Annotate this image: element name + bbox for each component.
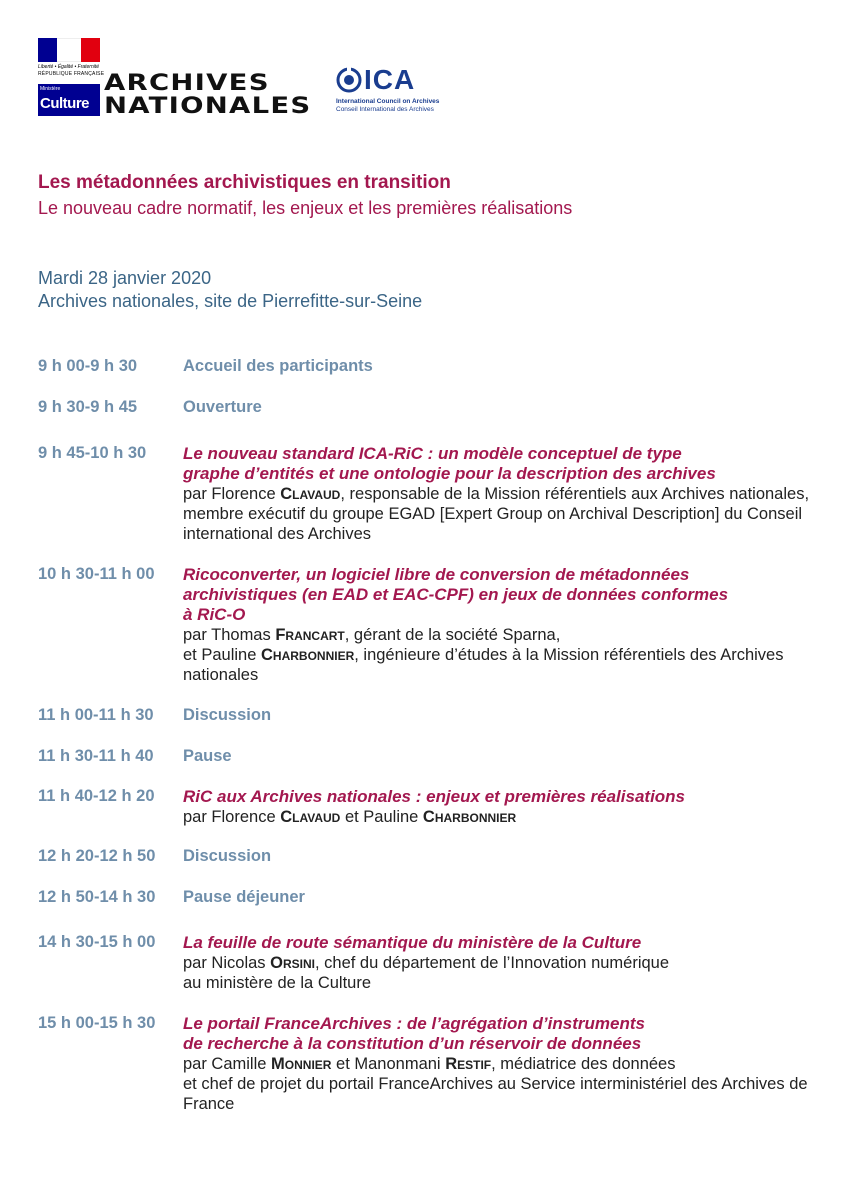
speaker-name: Restif xyxy=(445,1055,492,1073)
logo-bar xyxy=(0,0,846,130)
time-slot: 12 h 20-12 h 50 xyxy=(38,847,156,865)
culture-ministry-logo xyxy=(38,84,100,116)
speaker-name: Orsini xyxy=(270,954,315,972)
time-slot: 11 h 00-11 h 30 xyxy=(38,706,154,724)
archives-nationales-logo xyxy=(104,72,311,118)
speaker-name: Charbonnier xyxy=(260,646,355,664)
time-slot: 9 h 45-10 h 30 xyxy=(38,444,147,462)
speaker-name: Clavaud xyxy=(280,808,341,826)
speaker-info: par Nicolas Orsini, chef du département de l’Innovation numérique au ministère de la Culture xyxy=(183,954,670,992)
french-flag-icon xyxy=(38,38,100,62)
session-label: Pause déjeuner xyxy=(183,888,305,906)
session-label: Discussion xyxy=(183,706,272,724)
ica-globe-icon xyxy=(336,66,362,94)
time-slot: 15 h 00-15 h 30 xyxy=(38,1014,156,1032)
event-venue: Archives nationales, site de Pierrefitte-sur-Seine xyxy=(38,291,423,311)
event-title: Les métadonnées archivistiques en transition xyxy=(38,172,451,193)
speaker-name: Charbonnier xyxy=(422,808,517,826)
time-slot: 12 h 50-14 h 30 xyxy=(38,888,156,906)
session-label: Discussion xyxy=(183,847,272,865)
ica-subtitle-fr: Conseil International des Archives xyxy=(336,106,434,113)
ica-wordmark: ICA xyxy=(364,64,416,95)
session-label: Pause xyxy=(183,747,232,765)
event-date: Mardi 28 janvier 2020 xyxy=(38,268,212,288)
ica-logo xyxy=(336,66,456,122)
talk-title: Le nouveau standard ICA-RiC : un modèle conceptuel de type graphe d’entités et une ontologie pour la description des archives xyxy=(183,444,716,483)
republic-motto: Liberté • Égalité • Fraternité xyxy=(38,64,100,70)
culture-word: Culture xyxy=(40,95,89,112)
time-slot: 11 h 30-11 h 40 xyxy=(38,747,154,765)
speaker-info: par Camille Monnier et Manonmani Restif, médiatrice des données et chef de projet du portail FranceArchives au Service interministériel des Archives de France xyxy=(183,1055,808,1113)
session-label: Accueil des participants xyxy=(183,357,373,375)
republic-label: RÉPUBLIQUE FRANÇAISE xyxy=(38,71,105,77)
talk-title: RiC aux Archives nationales : enjeux et premières réalisations xyxy=(183,787,686,806)
an-logo-line2: NATIONALES xyxy=(104,94,312,119)
time-slot: 11 h 40-12 h 20 xyxy=(38,787,155,805)
time-slot: 14 h 30-15 h 00 xyxy=(38,933,156,951)
speaker-name: Francart xyxy=(275,626,345,644)
time-slot: 10 h 30-11 h 00 xyxy=(38,565,155,583)
an-logo-line1: ARCHIVES xyxy=(104,71,270,96)
speaker-info: par Florence Clavaud, responsable de la Mission référentiels aux Archives nationales, membre exécutif du groupe EGAD [Expert Group on Archival Description] du Conseil international des Archives xyxy=(183,485,810,543)
speaker-name: Clavaud xyxy=(280,485,341,503)
ministry-label: Ministère xyxy=(40,86,61,92)
time-slot: 9 h 00-9 h 30 xyxy=(38,357,138,375)
speaker-info: par Florence Clavaud et Pauline Charbonnier xyxy=(183,808,517,826)
time-slot: 9 h 30-9 h 45 xyxy=(38,398,138,416)
speaker-name: Monnier xyxy=(271,1055,332,1073)
talk-title: La feuille de route sémantique du ministère de la Culture xyxy=(183,933,642,952)
marianne-logo xyxy=(38,38,105,78)
talk-title: Le portail FranceArchives : de l’agrégation d’instruments de recherche à la constitution d’un réservoir de données xyxy=(183,1014,645,1053)
session-label: Ouverture xyxy=(183,398,262,416)
speaker-info: par Thomas Francart, gérant de la société Sparna, et Pauline Charbonnier, ingénieure d’études à la Mission référentiels des Archives nationales xyxy=(183,626,784,684)
talk-title: Ricoconverter, un logiciel libre de conversion de métadonnées archivistiques (en EAD et EAC-CPF) en jeux de données conformes à RiC-O xyxy=(183,565,729,624)
event-subtitle: Le nouveau cadre normatif, les enjeux et les premières réalisations xyxy=(38,198,573,218)
ica-subtitle-en: International Council on Archives xyxy=(336,98,440,105)
